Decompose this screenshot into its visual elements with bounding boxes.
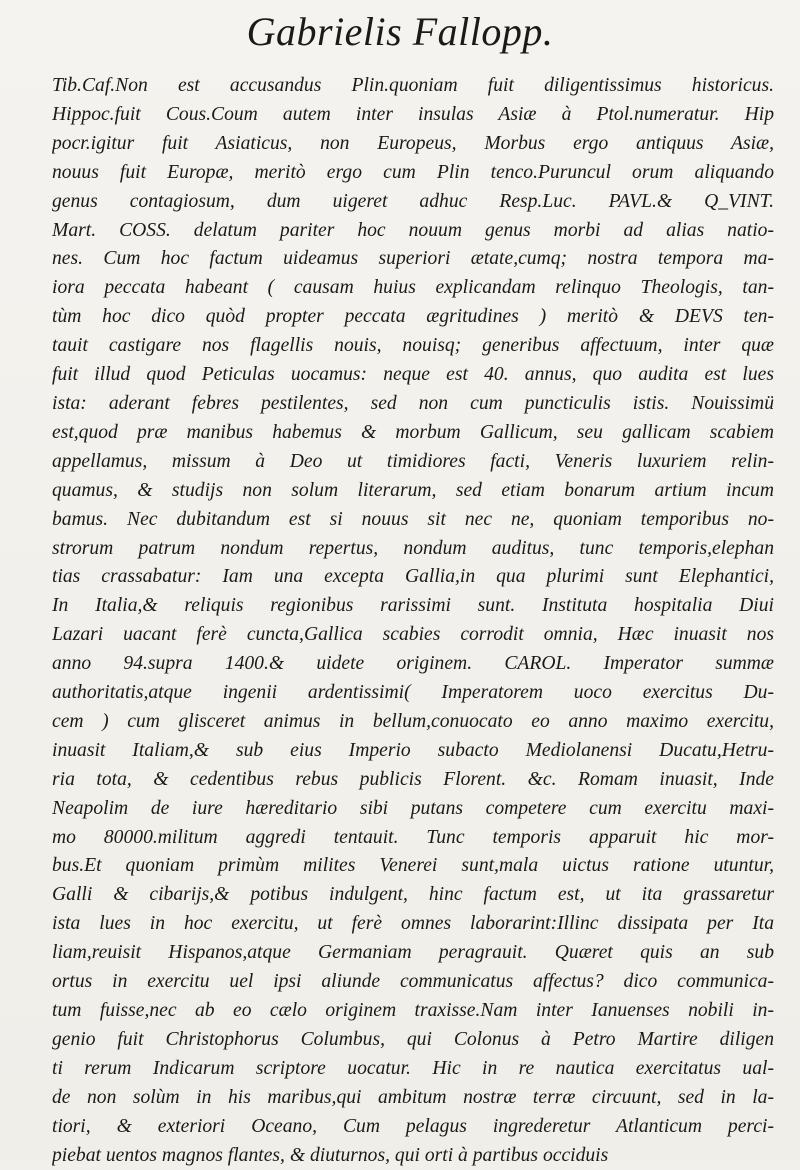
text-line: anno 94.supra 1400.& uidete originem. CAROL. Imperator summæ — [52, 653, 774, 675]
text-line: bus.Et quoniam primùm milites Venerei sunt,mala uictus ratione utuntur, — [52, 855, 774, 877]
text-line: genio fuit Christophorus Columbus, qui Colonus à Petro Martire diligen — [52, 1028, 774, 1050]
text-line: piebat uentos magnos flantes, & diuturnos, qui orti à partibus occiduis — [52, 1144, 609, 1166]
text-line: de non solùm in his maribus,qui ambitum nostræ terræ circuunt, sed in la- — [52, 1086, 774, 1108]
text-line: cem ) cum glisceret animus in bellum,conuocato eo anno maximo exercitu, — [52, 710, 774, 732]
text-line: ista lues in hoc exercitu, ut ferè omnes laborarint:Illinc dissipata per Ita — [52, 913, 774, 935]
text-line: ortus in exercitu uel ipsi aliunde communicatus affectus? dico communica- — [52, 971, 774, 993]
text-line: ti rerum Indicarum scriptore uocatur. Hic in re nautica exercitatus ual- — [52, 1057, 774, 1079]
text-line: inuasit Italiam,& sub eius Imperio subacto Mediolanensi Ducatu,Hetru- — [52, 739, 774, 761]
text-line: mo 80000.militum aggredi tentauit. Tunc temporis apparuit hic mor- — [52, 826, 774, 848]
running-head: Gabrielis Fallopp. — [246, 9, 554, 54]
text-line: Mart. COSS. delatum pariter hoc nouum genus morbi ad alias natio- — [52, 219, 774, 241]
text-line: tiori, & exteriori Oceano, Cum pelagus ingrederetur Atlanticum perci- — [52, 1115, 774, 1137]
text-line: liam,reuisit Hispanos,atque Germaniam peragrauit. Quæret quis an sub — [52, 942, 774, 964]
text-line: Lazari uacant ferè cuncta,Gallica scabies corrodit omnia, Hæc inuasit nos — [52, 624, 774, 646]
text-line: nes. Cum hoc factum uideamus superiori ætate,cumq; nostra tempora ma- — [52, 248, 774, 270]
body-text — [52, 72, 774, 1170]
text-line: pocr.igitur fuit Asiaticus, non Europeus, Morbus ergo antiquus Asiæ, — [52, 132, 774, 154]
text-line: est,quod præ manibus habemus & morbum Gallicum, seu gallicam scabiem — [52, 421, 774, 443]
text-line: tias crassabatur: Iam una excepta Gallia,in qua plurimi sunt Elephantici, — [52, 566, 774, 588]
text-line: tum fuisse,nec ab eo cælo originem traxisse.Nam inter Ianuenses nobili in- — [52, 1000, 774, 1021]
text-line: Tib.Caf.Non est accusandus Plin.quoniam fuit diligentissimus historicus. — [52, 75, 774, 96]
text-line: tùm hoc dico quòd propter peccata ægritudines ) meritò & DEVS ten- — [52, 306, 774, 328]
text-line: appellamus, missum à Deo ut timidiores facti, Veneris luxuriem relin- — [52, 450, 774, 472]
text-line: Galli & cibarijs,& potibus indulgent, hinc factum est, ut ita grassaretur — [52, 884, 774, 906]
text-line: fuit illud quod Peticulas uocamus: neque est 40. annus, quo audita est lues — [52, 364, 774, 386]
text-line: tauit castigare nos flagellis nouis, nouisq; generibus affectuum, inter quæ — [52, 335, 774, 357]
text-line: iora peccata habeant ( causam huius explicandam relinquo Theologis, tan- — [52, 277, 774, 299]
text-line: authoritatis,atque ingenii ardentissimi( Imperatorem uoco exercitus Du- — [52, 682, 774, 704]
text-line: strorum patrum nondum repertus, nondum auditus, tunc temporis,elephan — [52, 537, 774, 559]
text-line: ria tota, & cedentibus rebus publicis Florent. &c. Romam inuasit, Inde — [52, 768, 774, 790]
text-line: nouus fuit Europæ, meritò ergo cum Plin tenco.Puruncul orum aliquando — [52, 161, 774, 183]
text-line: Neapolim de iure hæreditario sibi putans competere cum exercitu maxi- — [52, 797, 774, 819]
text-line: ista: aderant febres pestilentes, sed non cum puncticulis istis. Nouissimü — [52, 392, 774, 414]
text-line: quamus, & studijs non solum literarum, sed etiam bonarum artium incum — [52, 479, 774, 501]
text-line: bamus. Nec dubitandum est si nouus sit nec ne, quoniam temporibus no- — [52, 508, 774, 530]
text-line: Hippoc.fuit Cous.Coum autem inter insulas Asiæ à Ptol.numeratur. Hip — [52, 103, 774, 125]
text-line: In Italia,& reliquis regionibus rarissimi sunt. Instituta hospitalia Diui — [52, 595, 774, 617]
text-line: genus contagiosum, dum uigeret adhuc Resp.Luc. PAVL.& Q_VINT. — [52, 190, 774, 212]
